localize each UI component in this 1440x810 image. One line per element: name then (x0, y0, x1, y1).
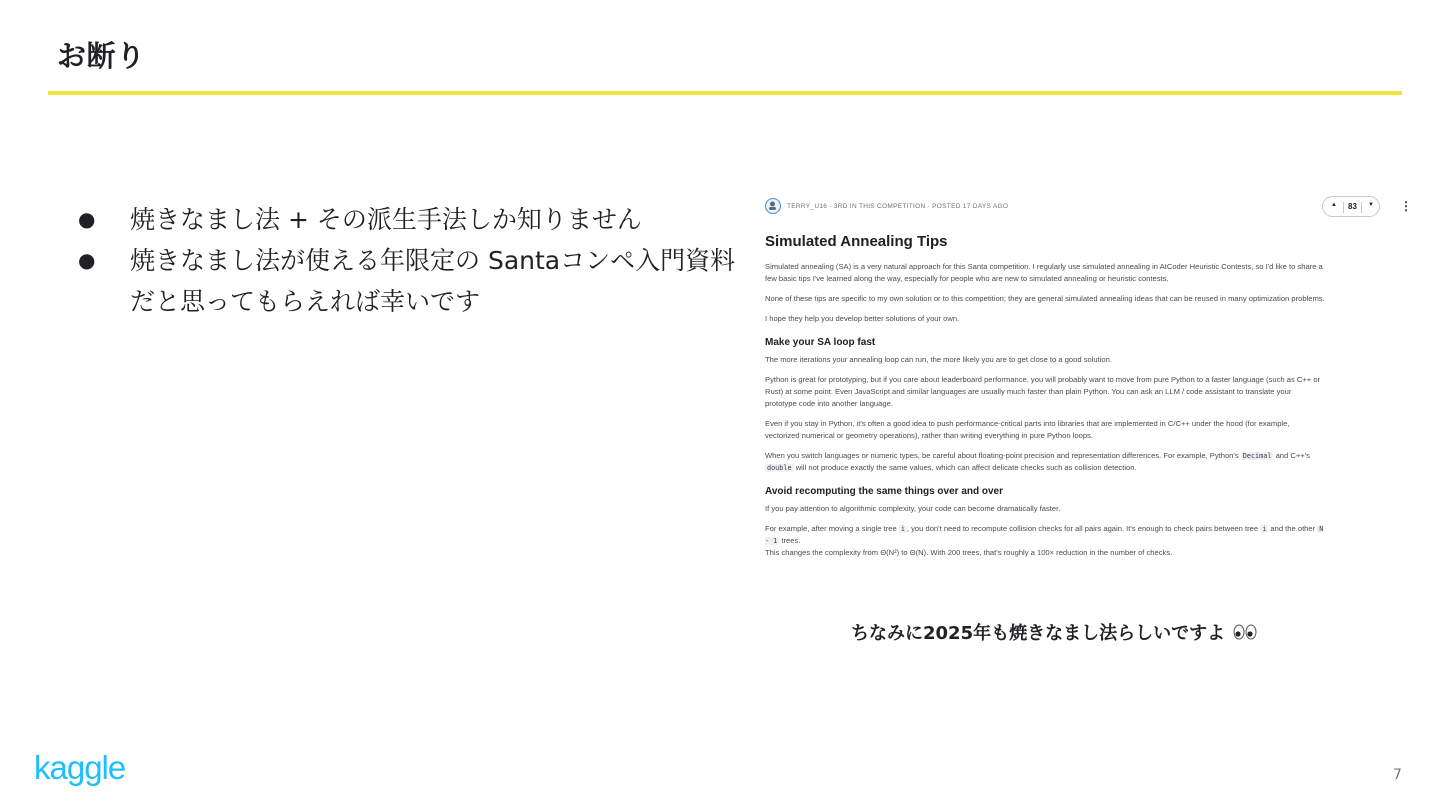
bullet-dot-icon: ● (78, 248, 96, 272)
bullet-dot-icon: ● (78, 207, 96, 231)
page-number: 7 (1393, 767, 1402, 783)
bullet-text: 焼きなまし法が使える年限定の Santaコンペ入門資料だと思ってもらえれば幸いです (130, 246, 736, 316)
text-run: , you don't need to recompute collision checks for all pairs again. It's enough to check pairs between tree (906, 524, 1259, 533)
post-paragraph: None of these tips are specific to my own solution or to this competition; they are general simulated annealing ideas that can be reused in many optimization problems. (765, 294, 1325, 303)
kaggle-post-screenshot (765, 196, 1412, 567)
downvote-icon[interactable]: ▼ (1368, 202, 1374, 208)
text-run: and C++'s (1275, 451, 1310, 460)
post-header (765, 196, 1412, 220)
title-underline (48, 91, 1402, 95)
text-run: When you switch languages or numeric types, be careful about floating-point precision and representation differences. For example, Python's (765, 451, 1239, 460)
text-run: This changes the complexity from Θ(N²) to Θ(N). With 200 trees, that's roughly a 100× reduction in the number of checks. (765, 548, 1173, 557)
post-paragraph (765, 523, 1325, 559)
slide-title: お断り (57, 39, 146, 73)
bullet-item (76, 199, 750, 240)
post-title: Simulated Annealing Tips (765, 233, 948, 250)
vote-widget (1322, 196, 1380, 217)
inline-code: i (1262, 525, 1267, 533)
post-paragraph: If you pay attention to algorithmic complexity, your code can become dramatically faster. (765, 504, 1061, 513)
post-paragraph (765, 450, 1325, 474)
post-paragraph: Even if you stay in Python, it's often a good idea to push performance-critical parts into libraries that are implemented in C/C++ under the hood (for example, vectorized numerical or geometry operations), rather than writing everything in pure Python loops. (765, 419, 1290, 440)
post-paragraph: Python is great for prototyping, but if you care about leaderboard performance, you will probably want to move from pure Python to a faster language (such as C++ or Rust) at some point. Even JavaScript and similar languages are usually much faster than plain Python. You can ask an LLM / code assistant to translate your prototype code into another language. (765, 375, 1321, 408)
post-paragraph: The more iterations your annealing loop can run, the more likely you are to get close to a good solution. (765, 355, 1112, 364)
text-run: For example, after moving a single tree (765, 524, 897, 533)
bullet-list (76, 199, 756, 322)
bullet-item (76, 240, 750, 322)
bullet-text: 焼きなまし法 + その派生手法しか知りません (130, 205, 642, 234)
inline-code: double (767, 464, 792, 472)
caption-text: ちなみに2025年も焼きなまし法らしいですよ (851, 623, 1226, 644)
post-meta (787, 203, 1008, 210)
text-run: trees. (781, 536, 801, 545)
caption (851, 619, 1257, 645)
inline-code: i (900, 525, 905, 533)
inline-code: N - 1 (765, 525, 1324, 545)
post-meta-text: 3RD IN THIS COMPETITION · POSTED 17 DAYS AGO (833, 203, 1009, 210)
meta-separator: · (829, 203, 834, 210)
more-options-icon[interactable]: ⋮ (1400, 199, 1412, 213)
avatar[interactable] (765, 198, 781, 214)
text-run: and the other (1270, 524, 1316, 533)
upvote-icon[interactable]: ▲ (1331, 202, 1337, 208)
section-heading: Avoid recomputing the same things over and over (765, 486, 1004, 497)
text-run: will not produce exactly the same values, which can affect delicate checks such as collision detection. (795, 463, 1137, 472)
eyes-icon (1233, 624, 1257, 645)
vote-count: 83 (1343, 202, 1362, 213)
inline-code: Decimal (1242, 452, 1272, 460)
section-heading: Make your SA loop fast (765, 337, 876, 348)
kaggle-logo: kaggle (34, 749, 126, 786)
post-paragraph: I hope they help you develop better solutions of your own. (765, 314, 960, 323)
author-name[interactable]: TERRY_U16 (787, 203, 828, 210)
post-paragraph: Simulated annealing (SA) is a very natural approach for this Santa competition. I regularly use simulated annealing in AtCoder Heuristic Contests, so I'd like to share a few basic tips I've learned along the way, especially for people who are new to simulated annealing or heuristic contests. (765, 262, 1323, 283)
